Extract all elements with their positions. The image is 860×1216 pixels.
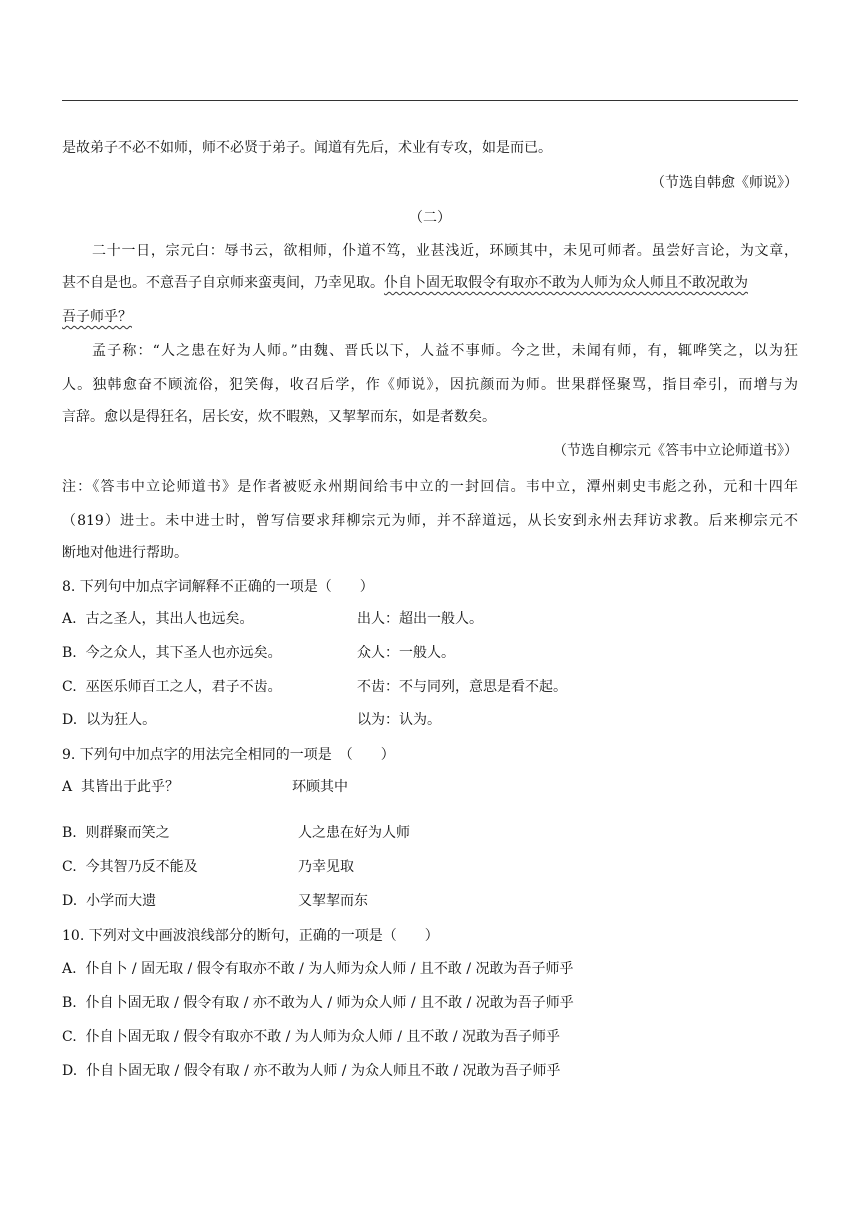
q9-option-b-right: 人之患在好为人师	[298, 825, 410, 841]
q8-option-d-gloss: 以为：认为。	[357, 712, 441, 728]
option-sentence: 巫医乐师百工之人，君子不齿。	[85, 679, 282, 695]
q8-option-a-gloss: 出人：超出一般人。	[357, 611, 483, 627]
option-left: 今其智乃反不能及	[85, 859, 198, 875]
q9-option-d-right: 又挈挈而东	[298, 893, 368, 909]
passage2-p1-line2-plain: 甚不自是也。不意吾子自京师来蛮夷间，乃幸见取。	[62, 275, 384, 291]
note-line1: 注：《答韦中立论师道书》是作者被贬永州期间给韦中立的一封回信。韦中立，潭州刺史韦彪之孙，元和十四年	[62, 479, 798, 495]
option-text: 仆自卜固无取 / 假令有取 / 亦不敢为人 / 师为众人师 / 且不敢 / 况敢为吾子师乎	[85, 995, 574, 1011]
option-text: 仆自卜固无取 / 假令有取亦不敢 / 为人师为众人师 / 且不敢 / 况敢为吾子师乎	[85, 1029, 561, 1045]
passage2-source: （节选自柳宗元《答韦中立论师道书》）	[553, 443, 798, 459]
q8-option-b	[62, 642, 282, 664]
option-sentence: 今之众人，其下圣人也亦远矣。	[85, 645, 282, 661]
passage2-p1-line2	[62, 272, 798, 294]
q9-stem: 9. 下列句中加点字的用法完全相同的一项是 （ ）	[62, 747, 395, 763]
option-label: C.	[62, 679, 77, 695]
note-line3: 断地对他进行帮助。	[62, 545, 188, 561]
option-label: B.	[62, 825, 77, 841]
header-rule	[62, 100, 798, 101]
q9-option-a	[62, 776, 179, 798]
option-sentence: 以为狂人。	[86, 712, 157, 728]
passage2-p2-line2: 人。独韩愈奋不顾流俗，犯笑侮，收召后学，作《师说》，因抗颜而为师。世果群怪聚骂，指目牵引，而增与为	[62, 377, 798, 393]
q9-option-a-right: 环顾其中	[292, 779, 348, 795]
option-label: C.	[62, 1029, 77, 1045]
q8-option-c	[62, 676, 282, 698]
note-line2: （819）进士。未中进士时，曾写信要求拜柳宗元为师，并不辞道远，从长安到永州去拜访求教。后来柳宗元不	[62, 513, 798, 529]
option-label: A.	[62, 961, 77, 977]
option-sentence: 古之圣人，其出人也远矣。	[85, 611, 254, 627]
passage2-p1-line1: 二十一日，宗元白：辱书云，欲相师，仆道不笃，业甚浅近，环顾其中，未见可师者。虽尝好言论，为文章，	[92, 243, 798, 259]
q9-option-b	[62, 822, 170, 844]
option-label: C.	[62, 859, 77, 875]
passage1-tail: 是故弟子不必不如师，师不必贤于弟子。闻道有先后，术业有专攻，如是而已。	[62, 140, 552, 156]
option-label: B.	[62, 645, 77, 661]
option-label: D.	[62, 1063, 78, 1079]
q9-option-d	[62, 890, 156, 912]
q8-option-b-gloss: 众人：一般人。	[357, 645, 455, 661]
q8-stem: 8. 下列句中加点字词解释不正确的一项是（ ）	[62, 579, 374, 595]
q10-option-a	[62, 958, 574, 980]
wavy-underlined-text: 仆自卜固无取假令有取亦不敢为人师为众人师且不敢况敢为	[384, 275, 748, 291]
q8-option-c-gloss: 不齿：不与同列，意思是看不起。	[357, 679, 567, 695]
option-label: D.	[62, 893, 78, 909]
q9-option-c	[62, 856, 198, 878]
passage2-p2-line3: 言辞。愈以是得狂名，居长安，炊不暇熟，又挈挈而东，如是者数矣。	[62, 409, 496, 425]
option-left: 则群聚而笑之	[85, 825, 170, 841]
option-label: D.	[62, 712, 78, 728]
q9-option-c-right: 乃幸见取	[298, 859, 354, 875]
passage2-heading: （二）	[409, 210, 451, 226]
option-left: 其皆出于此乎？	[81, 779, 180, 795]
q10-option-b	[62, 992, 574, 1014]
option-text: 仆自卜固无取 / 假令有取 / 亦不敢为人师 / 为众人师且不敢 / 况敢为吾子师乎	[86, 1063, 561, 1079]
option-label: A.	[62, 611, 77, 627]
q10-option-d	[62, 1060, 561, 1082]
option-label: A	[62, 779, 73, 795]
q10-option-c	[62, 1026, 560, 1048]
passage1-source: （节选自韩愈《师说》）	[651, 175, 798, 191]
passage2-p2-line1: 孟子称：“人之患在好为人师。”由魏、晋氏以下，人益不事师。今之世，未闻有师，有，辄哗笑之，以为狂	[92, 343, 798, 359]
passage2-p1-line3	[62, 306, 798, 328]
q8-option-a	[62, 608, 253, 630]
option-text: 仆自卜 / 固无取 / 假令有取亦不敢 / 为人师为众人师 / 且不敢 / 况敢为吾子师乎	[85, 961, 574, 977]
option-left: 小学而大遗	[86, 893, 157, 909]
q8-option-d	[62, 709, 156, 731]
option-label: B.	[62, 995, 77, 1011]
wavy-underlined-text-end: 吾子师乎？	[62, 309, 132, 325]
q10-stem: 10. 下列对文中画波浪线部分的断句，正确的一项是（ ）	[62, 928, 439, 944]
